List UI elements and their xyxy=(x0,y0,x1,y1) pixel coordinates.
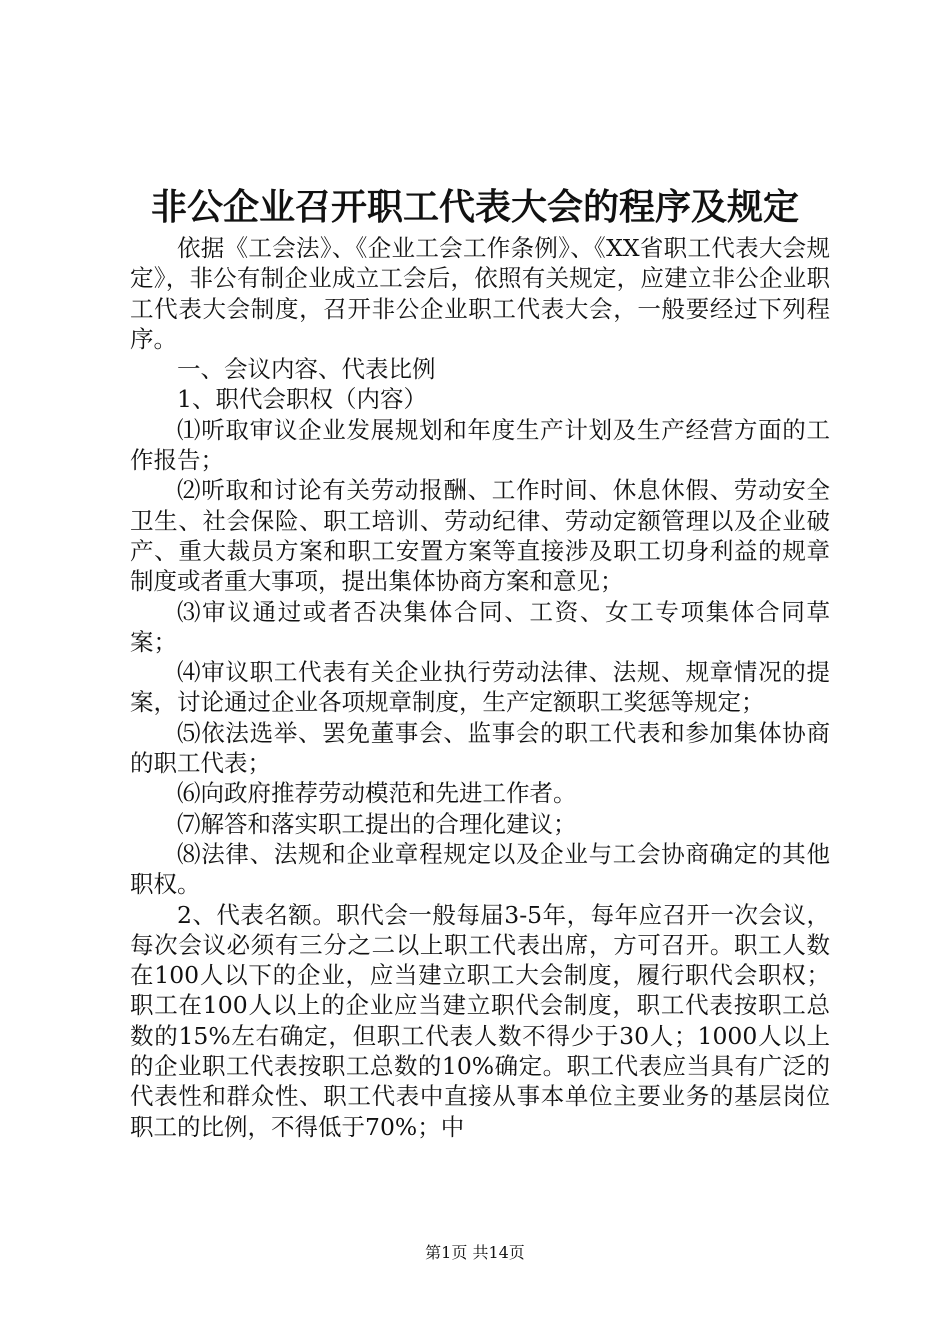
subsection-heading-1: 1、职代会职权（内容） xyxy=(177,385,427,414)
list-item-1: ⑴听取审议企业发展规划和年度生产计划及生产经营方面的工作报告； xyxy=(130,415,830,475)
section-heading-1: 一、会议内容、代表比例 xyxy=(177,355,436,384)
list-item-2: ⑵听取和讨论有关劳动报酬、工作时间、休息休假、劳动安全卫生、社会保险、职工培训、劳动纪律、劳动定额管理以及企业破产、重大裁员方案和职工安置方案等直接涉及职工切身利益的规章制度或者重大事项，提出集体协商方案和意见； xyxy=(130,476,830,596)
page-number: 第1页 共14页 xyxy=(425,1243,525,1262)
list-item-6: ⑹向政府推荐劳动模范和先进工作者。 xyxy=(177,779,577,808)
list-item-4: ⑷审议职工代表有关企业执行劳动法律、法规、规章情况的提案，讨论通过企业各项规章制度，生产定额职工奖惩等规定； xyxy=(130,658,830,717)
document-title: 非公企业召开职工代表大会的程序及规定 xyxy=(150,187,799,228)
list-item-8: ⑻法律、法规和企业章程规定以及企业与工会协商确定的其他职权。 xyxy=(130,839,830,899)
list-item-5: ⑸依法选举、罢免董事会、监事会的职工代表和参加集体协商的职工代表； xyxy=(130,718,830,778)
document-body xyxy=(130,233,830,1142)
list-item-7: ⑺解答和落实职工提出的合理化建议； xyxy=(177,809,577,838)
paragraph-intro: 依据《工会法》、《企业工会工作条例》、《XX省职工代表大会规定》，非公有制企业成立工会后，依照有关规定，应建立非公企业职工代表大会制度，召开非公企业职工代表大会，一般要经过下列程序。 xyxy=(130,234,830,353)
list-item-3: ⑶审议通过或者否决集体合同、工资、女工专项集体合同草案； xyxy=(130,597,830,656)
paragraph-representative-quota: 2、代表名额。职代会一般每届3-5年，每年应召开一次会议，每次会议必须有三分之二以上职工代表出席，方可召开。职工人数在100人以下的企业，应当建立职工大会制度，履行职代会职权；职工在100人以上的企业应当建立职代会制度，职工代表按职工总数的15%左右确定，但职工代表人数不得少于30人；1000人以上的企业职工代表按职工总数的10%确定。职工代表应当具有广泛的代表性和群众性、职工代表中直接从事本单位主要业务的基层岗位职工的比例，不得低于70%；中 xyxy=(130,900,830,1141)
